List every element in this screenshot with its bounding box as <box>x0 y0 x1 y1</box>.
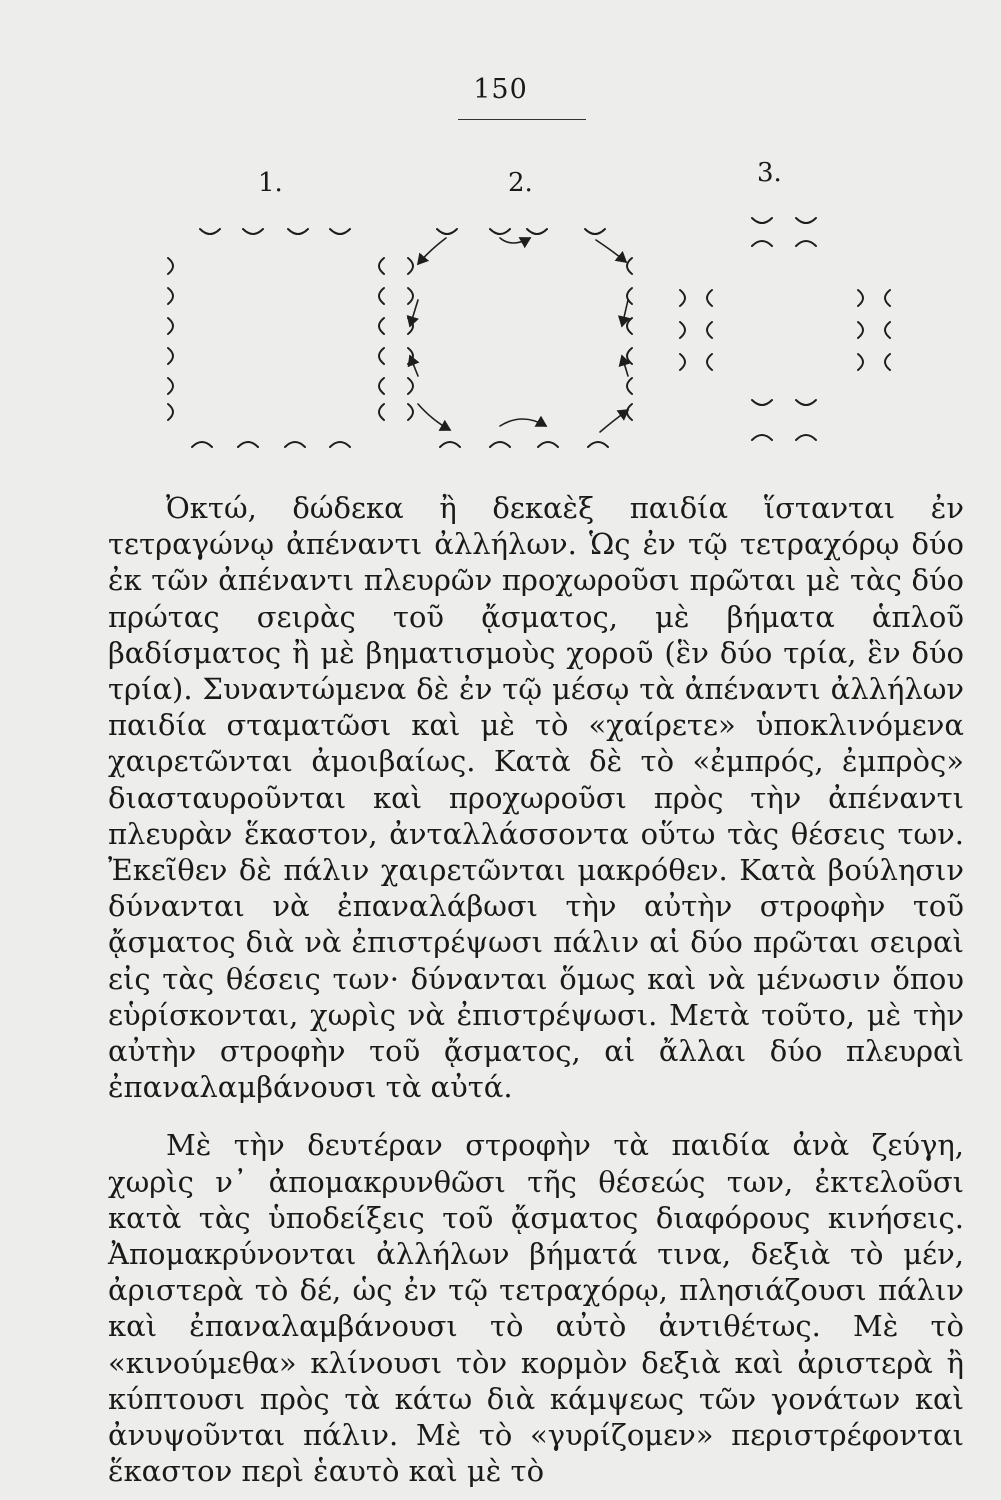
figure-2-left-column <box>408 258 413 420</box>
figure-2-movement-arrows <box>410 238 628 432</box>
paragraph-2: Μὲ τὴν δευτέραν στροφὴν τὰ παιδία ἀνὰ ζεύγη, χωρὶς ν᾽ ἀπομακρυνθῶσι τῆς θέσεώς των, ἐκτελοῦσι κατὰ τὰς ὑποδείξεις τοῦ ᾄσματος διαφόρους κινήσεις. Ἀπομακρύνονται ἀλλήλων βήματά τινα, δεξιὰ τὸ μέν, ἀριστερὰ τὸ δέ, ὡς ἐν τῷ τετραχόρῳ, πλησιάζουσι πάλιν καὶ ἐπαναλαμβάνουσι τὸ αὐτὸ ἀντιθέτως. Μὲ τὸ «κινούμεθα» κλίνουσι τὸν κορμὸν δεξιὰ καὶ ἀριστερὰ ἢ κύπτουσι πρὸς τὰ κάτω διὰ κάμψεως τῶν γονάτων καὶ ἀνυψοῦνται πάλιν. Μὲ τὸ «γυρίζομεν» περιστρέφονται ἕκαστον περὶ ἑαυτὸ καὶ μὲ τὸ <box>108 1128 964 1489</box>
figure-2-bottom-row <box>440 442 608 447</box>
figure-2-label: 2. <box>508 168 533 198</box>
figure-3-top-group <box>752 218 816 246</box>
figure-1-bottom-row <box>192 442 350 447</box>
figure-3-label: 3. <box>757 158 782 188</box>
paragraph-1: Ὀκτώ, δώδεκα ἢ δεκαὲξ παιδία ἵστανται ἐν τετραγώνῳ ἀπέναντι ἀλλήλων. Ὡς ἐν τῷ τετραχόρῳ δύο ἐκ τῶν ἀπέναντι πλευρῶν προχωροῦσι πρῶται μὲ τὰς δύο πρώτας σειρὰς τοῦ ᾄσματος, μὲ βήματα ἁπλοῦ βαδίσματος ἢ μὲ βηματισμοὺς χοροῦ (ἓν δύο τρία, ἓν δύο τρία). Συναντώμενα δὲ ἐν τῷ μέσῳ τὰ ἀπέναντι ἀλλήλων παιδία σταματῶσι καὶ μὲ τὸ «χαίρετε» ὑποκλινόμενα χαιρετῶνται ἀμοιβαίως. Κατὰ δὲ τὸ «ἐμπρός, ἐμπρὸς» διασταυροῦνται καὶ προχωροῦσι πρὸς τὴν ἀπέναντι πλευρὰν ἕκαστον, ἀνταλλάσσοντα οὕτω τὰς θέσεις των. Ἐκεῖθεν δὲ πάλιν χαιρετῶνται μακρόθεν. Κατὰ βούλησιν δύνανται νὰ ἐπαναλάβωσι τὴν αὐτὴν στροφὴν τοῦ ᾄσματος διὰ νὰ ἐπιστρέψωσι πάλιν αἱ δύο πρῶται σειραὶ εἰς τὰς θέσεις των· δύνανται ὅμως καὶ νὰ μένωσιν ὅπου εὑρίσκονται, χωρὶς νὰ ἐπιστρέψωσι. Μετὰ τοῦτο, μὲ τὴν αὐτὴν στροφὴν τοῦ ᾄσματος, αἱ ἄλλαι δύο πλευραὶ ἐπαναλαμβάνουσι τὰ αὐτά. <box>108 491 964 1105</box>
figure-1-formation <box>168 229 384 447</box>
dance-formation-diagrams <box>0 0 1001 470</box>
figure-1-right-column <box>379 258 384 420</box>
figure-1-top-row <box>200 229 350 234</box>
figure-3-right-group <box>858 290 890 370</box>
figure-2-top-row <box>437 229 605 234</box>
figure-1-label: 1. <box>258 168 283 198</box>
figure-3-left-group <box>680 290 712 370</box>
figure-3-formation <box>680 218 890 440</box>
figure-3-bottom-group <box>752 400 816 440</box>
body-text <box>108 490 964 1489</box>
figure-2-right-column <box>627 258 632 420</box>
page-number: 150 <box>473 74 528 105</box>
figure-1-left-column <box>168 258 173 420</box>
figure-2-formation <box>408 229 632 447</box>
